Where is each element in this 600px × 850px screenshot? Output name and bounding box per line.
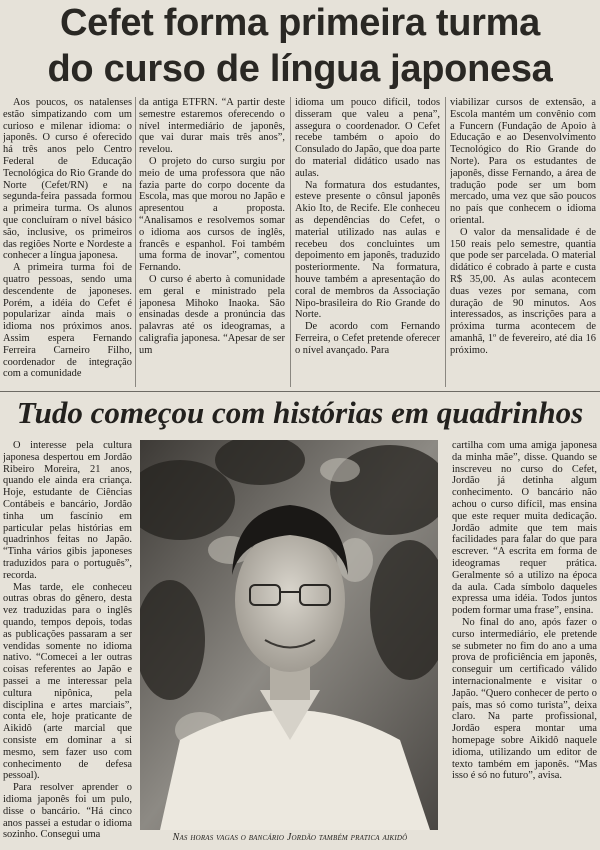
paragraph: O interesse pela cultura japonesa despertou em Jordão Ribeiro Moreira, 21 anos, quando ele ainda era criança. Hoje, estudante de Ciências Contábeis e bancário, Jordão tinha um fascínio em particular pelas histórias em quadrinhos feitas no Japão. “Tinha vários gibis japoneses traduzidos para o português”, recorda.	[3, 440, 132, 581]
paragraph: O projeto do curso surgiu por meio de uma professora que não fazia parte do corpo docente da Escola, mas que morou no Japão e apresentou a proposta. “Analisamos e resolvemos somar o idioma aos cursos de inglês, francês e espanhol. Foi também uma forma de inovar”, comentou Fernando.	[139, 155, 285, 274]
photo-caption: Nas horas vagas o bancário Jordão também pratica aikidô	[172, 832, 408, 843]
article1-column-4	[450, 97, 596, 389]
paragraph: Mas tarde, ele conheceu outras obras do gênero, desta vez traduzidas para o inglês quando, tempos depois, todas as publicações passaram a ser vendidas somente no idioma nativo. “Comecei a ler outras coisas referentes ao Japão e passei a me interessar pela cultura nipônica, pela disciplina e artes marciais”, conta ele, hoje praticante de Aikidô (arte marcial que consiste em dominar a si mesmo, sem fazer uso com conhecimento de defesa pessoal).	[3, 581, 132, 782]
article2-column-2	[452, 440, 597, 846]
article2-headline: Tudo começou com histórias em quadrinhos	[16, 395, 584, 430]
column-divider	[290, 97, 291, 387]
paragraph: cartilha com uma amiga japonesa da minha mãe”, disse. Quando se inscreveu no curso do Cefet, Jordão já detinha algum conhecimento. O bancário não achou o curso difícil, mas ensina que este requer muita dedicação. Jordão admite que tem mais facilidades para falar do que para escrever. “A escrita em forma de ideogramas requer prática. Geralmente só a utilizo na época da aula. Cada símbolo daqueles expressa uma idéia. Todos juntos podem formar uma frase”, ensina.	[452, 440, 597, 617]
paragraph: No final do ano, após fazer o curso intermediário, ele pretende se submeter no fim do ano a uma prova de proficiência em japonês, conseguir um certificado válido internacionalmente e visitar o Japão. “Quero conhecer de perto o país, mas só como turista”, deixa claro. Na parte profissional, Jordão espera montar uma homepage sobre Aikidô naquele idioma, utilizando um editor de texto também em japonês. “Mas isso é só no futuro”, avisa.	[452, 616, 597, 782]
article1-column-2	[139, 97, 285, 389]
article1-column-3	[295, 97, 440, 389]
article1-column-1	[3, 97, 132, 389]
paragraph: Para resolver aprender o idioma japonês foi um pulo, disse o bancário. “Há cinco anos passei a estudar o idioma sozinho. Consegui uma	[3, 782, 132, 841]
paragraph: De acordo com Fernando Ferreira, o Cefet pretende oferecer o nível avançado. Para	[295, 321, 440, 356]
headline-line-1: Cefet forma primeira turma	[59, 2, 540, 44]
paragraph: Na formatura dos estudantes, esteve presente o cônsul japonês Akio Ito, de Recife. Ele conheceu as dependências do Cefet, o material utilizado nas aulas e recebeu dos concluintes um depoimento em japonês, traduzido posteriormente. Na formatura, houve também a apresentação do coral de membros da Associação Nipo-brasileira do Rio Grande do Norte.	[295, 179, 440, 321]
paragraph: A primeira turma foi de quatro pessoas, sendo uma descendente de japoneses. Porém, a idéia do Cefet é popularizar ainda mais o idioma nos próximos anos. Assim espera Fernando Ferreira Carneiro Filho, coordenador de integração com a comunidade	[3, 262, 132, 380]
paragraph: Aos poucos, os natalenses estão simpatizando com um curioso e milenar idioma: o japonês. O curso é oferecido há três anos pelo Centro Federal de Educação Tecnológica do Rio Grande do Norte (Cefet/RN) e na segunda-feira passada formou a primeira turma. Os alunos que concluíram o nível básico são, inclusive, os primeiros das regiões Norte e Nordeste a conhecer a língua japonesa.	[3, 97, 132, 262]
paragraph: da antiga ETFRN. “A partir deste semestre estaremos oferecendo o nível intermediário de japonês, que vai durar mais três anos”, revelou.	[139, 97, 285, 156]
paragraph: viabilizar cursos de extensão, a Escola mantém um convênio com a Funcern (Fundação de Apoio à Educação e ao Desenvolvimento Tecnológico do Rio Grande do Norte). Para os estudantes de japonês, disse Fernando, a área de tradução pode ser um bom mercado, uma vez que são poucos no país que conhecem o idioma oriental.	[450, 97, 596, 226]
paragraph: O curso é aberto à comunidade em geral e ministrado pela japonesa Mihoko Inaoka. São ensinadas desde a pronúncia das palavras até os ideogramas, a caligrafia japonesa. “Apesar de ser um	[139, 273, 285, 356]
article2-column-1	[3, 440, 132, 846]
paragraph: O valor da mensalidade é de 150 reais pelo semestre, quantia que pode ser parcelada. O material didático é cobrado à parte e custa R$ 35,00. As aulas acontecem duas vezes por semana, com duração de 90 minutos. Aos interessados, as inscrições para a próxima turma acontecem de amanhã, 1º de fevereiro, até dia 16 próximo.	[450, 226, 596, 356]
column-divider	[445, 97, 446, 387]
section-divider	[0, 391, 600, 392]
portrait-photo	[140, 440, 438, 830]
headline-line-2: do curso de língua japonesa	[47, 48, 553, 90]
column-divider	[135, 97, 136, 387]
article-headline	[0, 0, 600, 92]
paragraph: idioma um pouco difícil, todos disseram que valeu a pena”, assegura o coordenador. O Cefet recebe também o apoio do Consulado do Japão, que doa parte do material didático usado nas aulas.	[295, 97, 440, 179]
portrait-illustration	[140, 440, 438, 830]
